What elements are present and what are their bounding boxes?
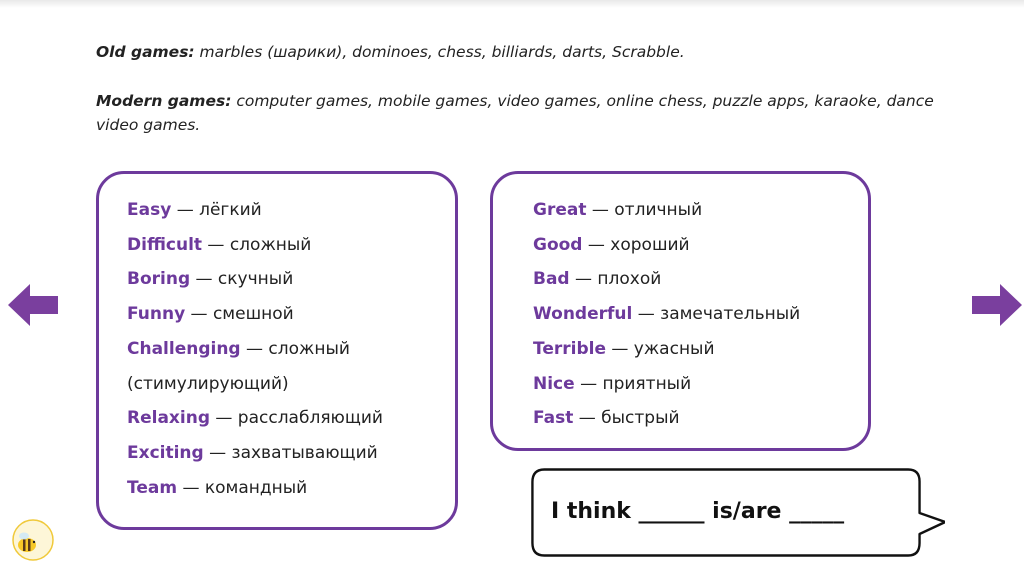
vocab-translation: — ужасный	[606, 338, 715, 359]
vocab-translation: — быстрый	[573, 408, 680, 429]
vocab-item	[127, 262, 447, 297]
vocab-item	[127, 297, 447, 332]
vocab-word: Bad	[533, 269, 570, 290]
vocab-word: Terrible	[533, 338, 606, 359]
vocab-translation: — приятный	[574, 373, 692, 394]
vocab-translation: — командный	[177, 477, 308, 498]
modern-games-label: Modern games:	[96, 92, 232, 110]
old-games-text: marbles (шарики), dominoes, chess, billiards, darts, Scrabble.	[194, 43, 685, 61]
vocab-translation: — отличный	[586, 200, 703, 220]
vocab-translation: — замечательный	[632, 304, 801, 325]
vocab-word: Challenging	[127, 338, 241, 359]
vocab-item	[533, 401, 863, 436]
vocab-item	[533, 193, 863, 228]
modern-games-text: computer games, mobile games, video games, online chess, puzzle apps, karaoke, dance video games.	[96, 92, 934, 134]
vocab-word: Boring	[127, 269, 191, 290]
vocab-word: Difficult	[127, 234, 203, 255]
vocab-word: Wonderful	[533, 304, 633, 325]
vocab-word: Nice	[533, 373, 575, 394]
vocab-translation: — смешной	[185, 304, 294, 325]
vocab-word: Good	[533, 234, 583, 255]
old-games-line	[96, 40, 956, 64]
vocab-translation: — сложный	[240, 338, 350, 359]
vocab-item	[127, 228, 447, 263]
vocab-word: Fast	[533, 408, 574, 429]
vocab-translation: — лёгкий	[171, 200, 262, 220]
vocab-translation: — скучный	[190, 269, 294, 290]
vocab-item	[127, 401, 447, 436]
vocab-item	[533, 367, 863, 402]
vocab-list-right	[533, 193, 863, 436]
vocab-word: Exciting	[127, 442, 204, 463]
speech-bubble	[531, 468, 945, 557]
vocab-word: Relaxing	[127, 408, 210, 429]
speech-bubble-text: I think ______ is/are _____	[551, 499, 845, 524]
vocab-word: Great	[533, 200, 587, 220]
vocab-item	[533, 262, 863, 297]
vocab-list-left	[127, 193, 447, 505]
vocab-item	[533, 297, 863, 332]
vocab-item	[127, 193, 447, 228]
vocab-item	[533, 228, 863, 263]
vocab-word: Funny	[127, 304, 186, 325]
vocab-translation: — захватывающий	[203, 442, 378, 463]
vocab-item	[127, 332, 447, 367]
vocab-item	[127, 436, 447, 471]
vocab-translation: (стимулирующий)	[127, 373, 289, 394]
vocab-item	[533, 332, 863, 367]
vocab-item	[127, 367, 447, 402]
vocab-translation: — расслабляющий	[209, 408, 383, 429]
vocab-word: Team	[127, 477, 178, 498]
arrow-right-icon[interactable]	[970, 284, 1022, 326]
vocab-translation: — сложный	[202, 234, 312, 255]
vocab-word: Easy	[127, 200, 172, 220]
arrow-left-icon[interactable]	[8, 284, 60, 326]
old-games-label: Old games:	[96, 43, 195, 61]
vocab-item	[127, 471, 447, 506]
busy-bee-logo	[12, 519, 54, 561]
vocab-translation: — хороший	[582, 234, 690, 255]
top-divider	[0, 0, 1024, 8]
modern-games-line	[96, 89, 976, 137]
vocab-translation: — плохой	[569, 269, 662, 290]
